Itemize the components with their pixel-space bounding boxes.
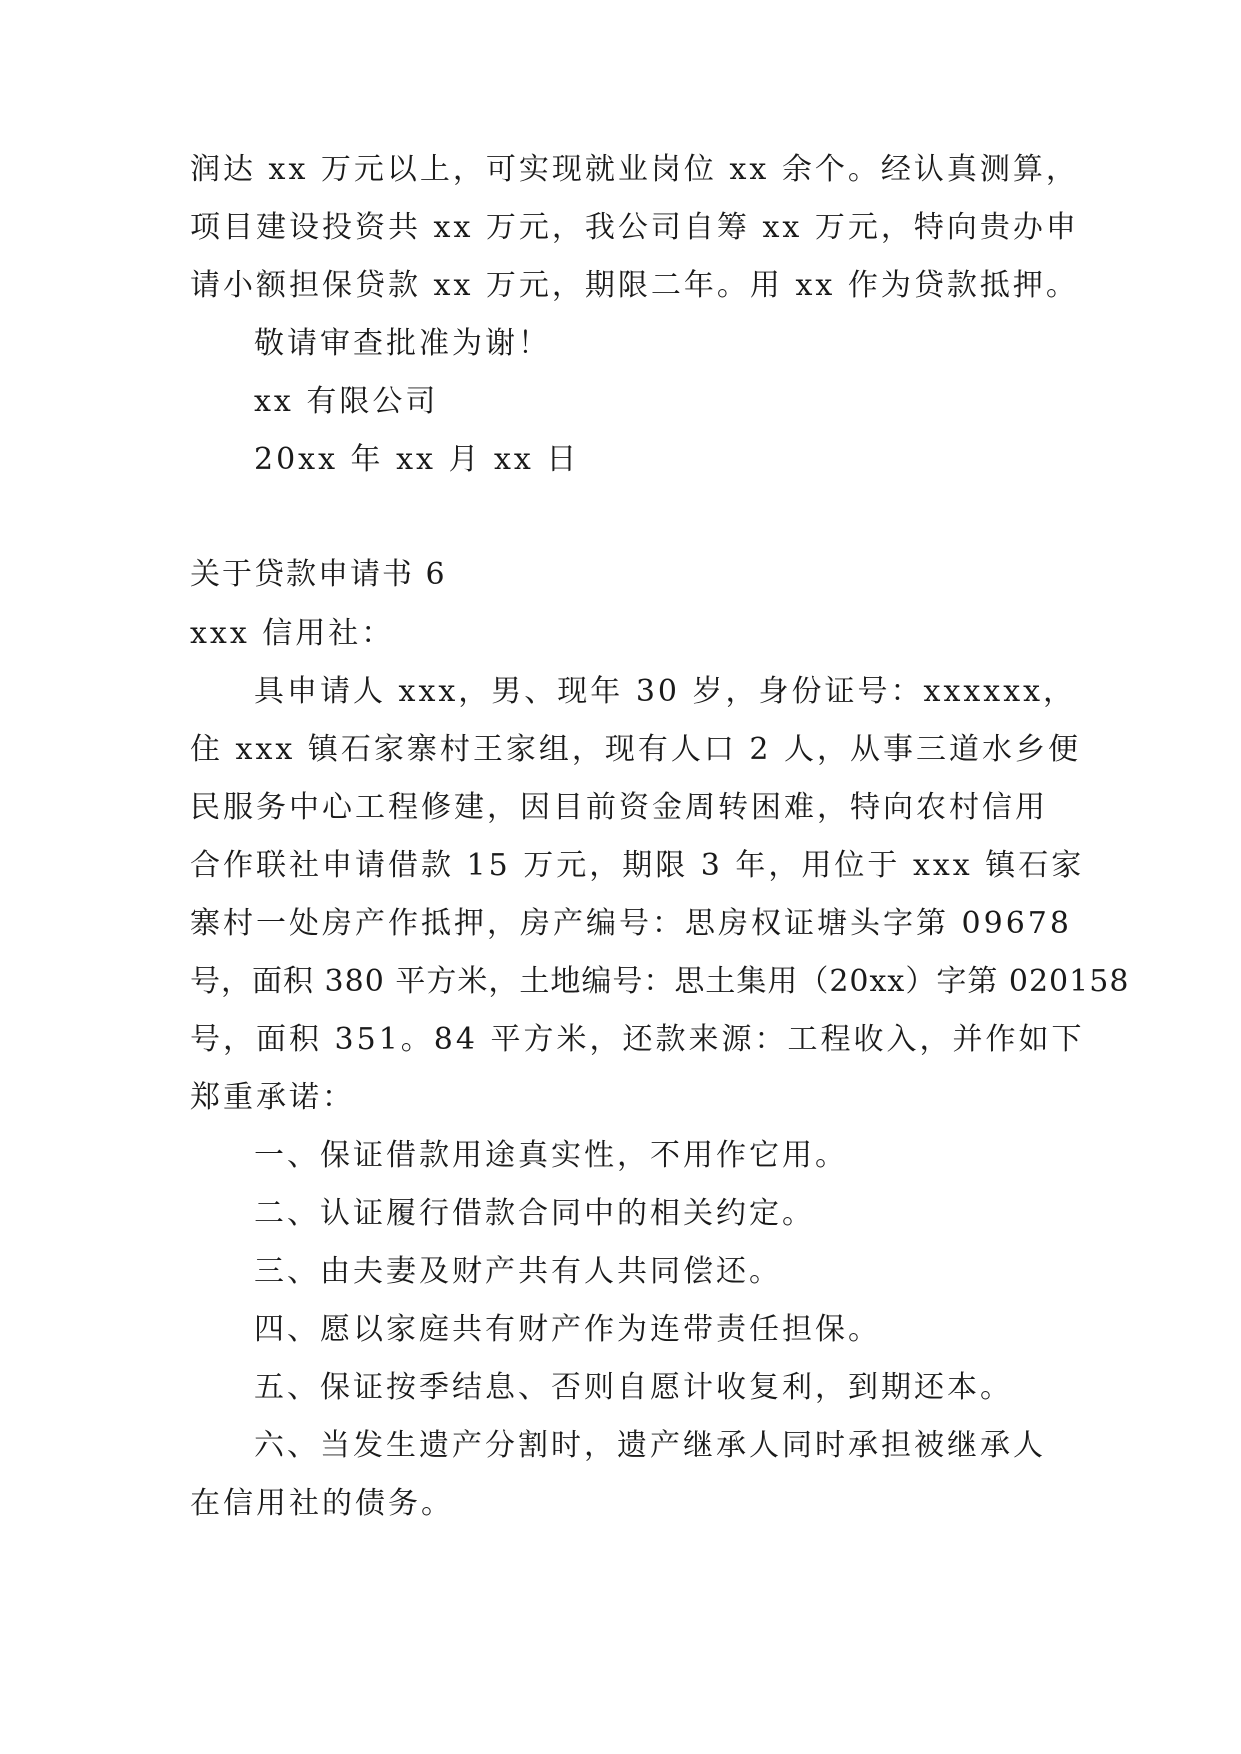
commitment-item: 五、保证按季结息、否则自愿计收复利，到期还本。: [254, 1370, 1013, 1405]
body-line: 具申请人 xxx，男、现年 30 岁，身份证号：xxxxxx，: [254, 674, 1077, 709]
signature-company: xx 有限公司: [254, 384, 439, 419]
body-line: 号，面积 351。84 平方米，还款来源：工程收入，并作如下: [190, 1022, 1085, 1057]
paragraph-line: 项目建设投资共 xx 万元，我公司自筹 xx 万元，特向贵办申: [190, 210, 1079, 245]
body-line: 寨村一处房产作抵押，房产编号：思房权证塘头字第 09678: [190, 906, 1072, 941]
body-line: 郑重承诺：: [190, 1080, 355, 1115]
signature-date: 20xx 年 xx 月 xx 日: [254, 442, 580, 477]
recipient: xxx 信用社：: [190, 616, 395, 651]
body-line: 合作联社申请借款 15 万元，期限 3 年，用位于 xxx 镇石家: [190, 848, 1085, 883]
body-line: 住 xxx 镇石家寨村王家组，现有人口 2 人，从事三道水乡便: [190, 732, 1081, 767]
section-title: 关于贷款申请书 6: [190, 557, 447, 592]
body-line: 民服务中心工程修建，因目前资金周转困难，特向农村信用: [190, 790, 1048, 825]
commitment-item: 三、由夫妻及财产共有人共同偿还。: [254, 1254, 782, 1289]
commitment-item: 一、保证借款用途真实性，不用作它用。: [254, 1138, 848, 1173]
commitment-item: 二、认证履行借款合同中的相关约定。: [254, 1196, 815, 1231]
paragraph-line: 润达 xx 万元以上，可实现就业岗位 xx 余个。经认真测算，: [190, 152, 1079, 187]
closing-text: 敬请审查批准为谢！: [254, 326, 551, 361]
paragraph-line: 请小额担保贷款 xx 万元，期限二年。用 xx 作为贷款抵押。: [190, 268, 1079, 303]
commitment-continuation: 在信用社的债务。: [190, 1486, 454, 1521]
commitment-item: 六、当发生遗产分割时，遗产继承人同时承担被继承人: [254, 1428, 1046, 1463]
body-line: 号，面积 380 平方米，土地编号：思土集用（20xx）字第 020158: [190, 964, 1130, 999]
commitment-item: 四、愿以家庭共有财产作为连带责任担保。: [254, 1312, 881, 1347]
